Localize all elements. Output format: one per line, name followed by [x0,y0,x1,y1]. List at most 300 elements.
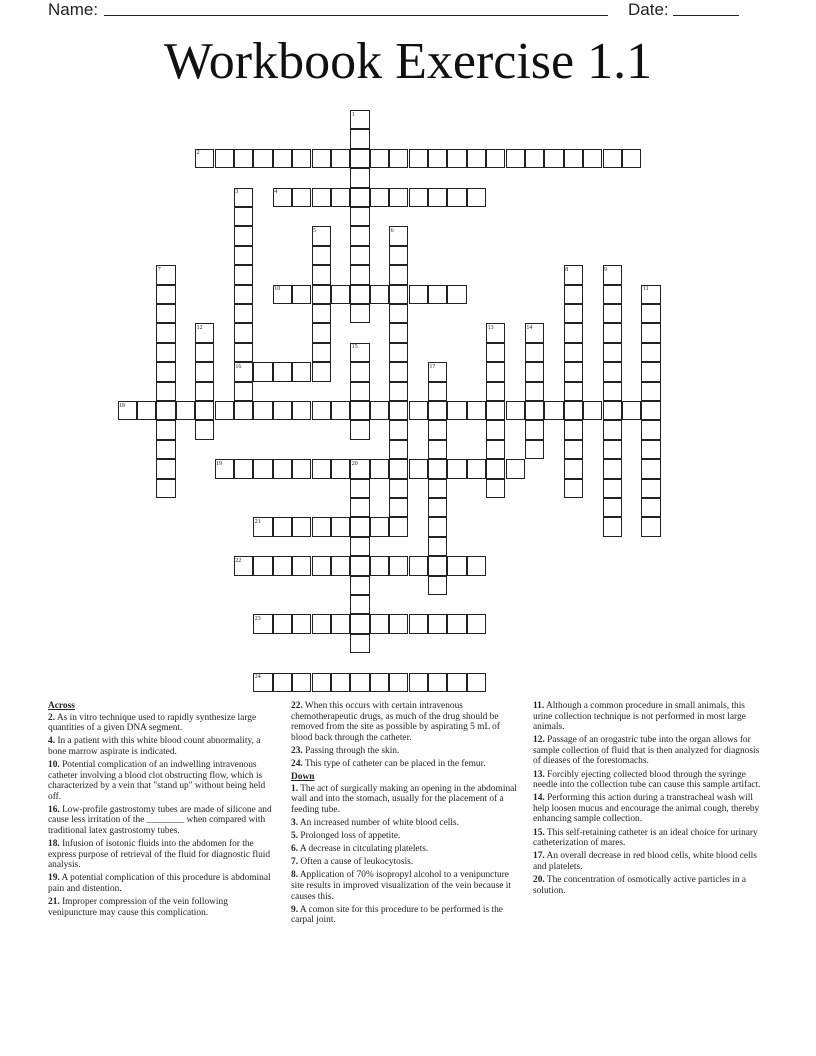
down-heading: Down [291,772,315,783]
crossword-cell[interactable] [389,556,408,575]
clue-number: 22 [235,557,242,564]
crossword-cell[interactable] [564,440,583,459]
clue-text: A potential complication of this procedure is abdominal pain and distention. [48,873,271,894]
crossword-cell[interactable] [486,459,505,478]
crossword-cell[interactable] [428,479,447,498]
crossword-cell[interactable] [370,673,389,692]
crossword-cell[interactable] [641,304,660,323]
crossword-cell[interactable] [564,343,583,362]
crossword-cell[interactable] [389,265,408,284]
crossword-cell[interactable] [253,459,272,478]
crossword-cell[interactable] [370,401,389,420]
down-clue [291,857,522,868]
crossword-cell[interactable] [195,382,214,401]
clue-number-label: 24. [291,758,303,769]
crossword-cell[interactable] [234,459,253,478]
crossword-cell[interactable] [389,517,408,536]
crossword-cell[interactable] [331,614,350,633]
crossword-cell[interactable] [486,382,505,401]
crossword-cell[interactable] [370,149,389,168]
crossword-cell[interactable] [409,673,428,692]
crossword-cell[interactable] [350,420,369,439]
crossword-cell[interactable] [447,285,466,304]
crossword-cell[interactable] [312,265,331,284]
down-clue [533,875,765,896]
crossword-cell[interactable] [447,556,466,575]
crossword-cell[interactable] [312,188,331,207]
crossword-cell[interactable] [273,673,292,692]
crossword-cell[interactable] [641,420,660,439]
crossword-cell[interactable] [156,323,175,342]
crossword-cell[interactable] [253,149,272,168]
crossword-cell[interactable] [409,401,428,420]
crossword-cell[interactable] [447,673,466,692]
crossword-cell[interactable] [234,207,253,226]
crossword-cell[interactable] [389,479,408,498]
crossword-cell[interactable] [331,188,350,207]
across-clue [48,873,276,894]
crossword-cell[interactable] [350,498,369,517]
crossword-cell[interactable] [389,673,408,692]
crossword-cell[interactable] [389,285,408,304]
crossword-cell[interactable] [564,401,583,420]
down-clue [291,831,522,842]
clue-number-label: 18. [48,839,60,850]
crossword-cell[interactable] [253,401,272,420]
across-clue [48,760,276,802]
crossword-cell[interactable] [312,343,331,362]
crossword-cell[interactable] [234,382,253,401]
clue-text: Although a common procedure in small animals, this urine collection technique is not performed in most large animals. [533,701,746,733]
clue-text: This type of catheter can be placed in the femur. [302,758,486,769]
crossword-cell[interactable] [603,323,622,342]
crossword-cell[interactable] [389,304,408,323]
crossword-cell[interactable] [156,401,175,420]
crossword-cell[interactable] [234,323,253,342]
crossword-cell[interactable] [409,614,428,633]
crossword-cell[interactable] [428,576,447,595]
across-clue [48,839,276,871]
crossword-cell[interactable] [467,673,486,692]
crossword-cell[interactable] [312,614,331,633]
crossword-cell[interactable] [428,420,447,439]
clue-number-label: 15. [533,827,545,838]
clue-text: A decrease in citculating platelets. [298,844,429,855]
crossword-cell[interactable] [447,188,466,207]
crossword-cell[interactable] [195,420,214,439]
clue-number-label: 19. [48,873,60,884]
crossword-cell[interactable] [525,362,544,381]
crossword-cell[interactable] [292,285,311,304]
crossword-cell[interactable] [156,440,175,459]
crossword-cell[interactable] [603,459,622,478]
crossword-cell[interactable] [603,498,622,517]
crossword-cell[interactable] [641,479,660,498]
crossword-cell[interactable] [564,362,583,381]
crossword-cell[interactable] [156,479,175,498]
crossword-cell[interactable] [195,343,214,362]
crossword-cell[interactable] [234,149,253,168]
crossword-cell[interactable] [312,517,331,536]
clue-number: 10 [274,286,281,293]
across-clue [48,805,276,837]
crossword-cell[interactable] [525,343,544,362]
clue-number-label: 10. [48,759,60,770]
crossword-cell[interactable] [331,517,350,536]
crossword-cell[interactable] [350,382,369,401]
crossword-cell[interactable] [350,285,369,304]
crossword-cell[interactable] [641,343,660,362]
crossword-cell[interactable] [312,362,331,381]
crossword-cell[interactable] [389,401,408,420]
crossword-cell[interactable] [525,382,544,401]
clue-number: 8 [565,266,569,273]
crossword-cell[interactable] [603,304,622,323]
clue-text: As in vitro technique used to rapidly synthesize large quantities of a given DNA segment. [48,712,257,734]
crossword-cell[interactable] [370,188,389,207]
across-clue [48,897,276,918]
crossword-cell[interactable] [641,323,660,342]
clue-number-label: 14. [533,793,545,804]
crossword-cell[interactable] [564,285,583,304]
crossword-cell[interactable] [428,382,447,401]
crossword-cell[interactable] [486,362,505,381]
down-clue [291,870,522,902]
crossword-cell[interactable] [137,401,156,420]
crossword-cell[interactable] [389,459,408,478]
crossword-cell[interactable] [409,149,428,168]
crossword-cell[interactable] [564,382,583,401]
crossword-cell[interactable] [292,362,311,381]
crossword-cell[interactable] [641,498,660,517]
crossword-cell[interactable] [389,246,408,265]
crossword-cell[interactable] [447,149,466,168]
crossword-cell[interactable] [350,168,369,187]
crossword-cell[interactable] [292,556,311,575]
crossword-cell[interactable] [312,304,331,323]
crossword-cell[interactable] [409,285,428,304]
crossword-cell[interactable] [370,285,389,304]
clue-text: Improper compression of the vein following venipuncture may cause this complication. [48,897,228,918]
crossword-cell[interactable] [331,459,350,478]
crossword-cell[interactable] [389,343,408,362]
clue-number-label: 6. [291,844,299,855]
crossword-cell[interactable] [350,614,369,633]
crossword-cell[interactable] [506,459,525,478]
crossword-cell[interactable] [215,401,234,420]
crossword-cell[interactable] [350,265,369,284]
crossword-cell[interactable] [234,343,253,362]
crossword-cell[interactable] [350,226,369,245]
crossword-cell[interactable] [622,149,641,168]
crossword-cell[interactable] [350,556,369,575]
crossword-cell[interactable] [564,304,583,323]
crossword-cell[interactable] [603,420,622,439]
crossword-cell[interactable] [350,595,369,614]
crossword-cell[interactable] [564,479,583,498]
crossword-cell[interactable] [409,459,428,478]
crossword-cell[interactable] [467,614,486,633]
crossword-cell[interactable] [544,401,563,420]
crossword-cell[interactable] [544,149,563,168]
clue-number: 12 [196,324,203,331]
crossword-cell[interactable] [447,614,466,633]
crossword-cell[interactable] [273,149,292,168]
crossword-cell[interactable] [253,556,272,575]
crossword-cell[interactable] [486,479,505,498]
crossword-cell[interactable] [350,537,369,556]
down-clue [533,735,765,767]
crossword-cell[interactable] [641,362,660,381]
crossword-cell[interactable] [622,401,641,420]
crossword-cell[interactable] [486,149,505,168]
crossword-cell[interactable] [350,673,369,692]
crossword-cell[interactable] [641,459,660,478]
clue-number-label: 5. [291,831,299,842]
crossword-cell[interactable] [603,382,622,401]
clue-number-label: 21. [48,897,60,908]
crossword-cell[interactable] [156,382,175,401]
crossword-cell[interactable] [389,149,408,168]
across-clue [48,713,276,734]
crossword-cell[interactable] [312,673,331,692]
crossword-cell[interactable] [389,614,408,633]
clue-number: 2 [196,150,200,157]
clue-number: 19 [216,460,222,467]
crossword-cell[interactable] [603,362,622,381]
crossword-cell[interactable] [215,149,234,168]
clue-number-label: 7. [291,857,299,868]
clue-number-label: 4. [48,736,56,747]
crossword-cell[interactable] [234,226,253,245]
crossword-cell[interactable] [156,420,175,439]
crossword-cell[interactable] [428,517,447,536]
crossword-cell[interactable] [350,207,369,226]
down-clue [533,828,765,849]
crossword-cell[interactable] [292,188,311,207]
clue-text: Potential complication of an indwelling intravenous catheter involving a blood clot obstructing flow, which is characterized by a vein that "stand up" without being held off. [48,759,266,802]
crossword-cell[interactable] [467,556,486,575]
crossword-cell[interactable] [428,556,447,575]
crossword-cell[interactable] [603,149,622,168]
crossword-cell[interactable] [312,323,331,342]
across-clue [291,746,522,757]
crossword-cell[interactable] [564,149,583,168]
crossword-cell[interactable] [603,440,622,459]
page-title: Workbook Exercise 1.1 [163,33,653,90]
clue-text: Often a cause of leukocytosis. [298,857,414,868]
crossword-cell[interactable] [525,440,544,459]
crossword-cell[interactable] [370,614,389,633]
crossword-cell[interactable] [156,343,175,362]
crossword-cell[interactable] [176,401,195,420]
clue-number: 17 [429,363,436,370]
clue-number-label: 13. [533,769,545,780]
crossword-cell[interactable] [292,401,311,420]
clue-text: This self-retaining catheter is an ideal choice for urinary catheterization of mares. [533,827,758,849]
crossword-cell[interactable] [292,517,311,536]
crossword-cell[interactable] [331,149,350,168]
crossword-cell[interactable] [486,420,505,439]
down-clue [291,905,522,926]
crossword-cell[interactable] [564,420,583,439]
clue-number: 3 [235,189,239,196]
crossword-cell[interactable] [312,285,331,304]
clues-column-1 [48,701,276,921]
crossword-cell[interactable] [195,362,214,381]
crossword-cell[interactable] [428,673,447,692]
crossword-cell[interactable] [428,440,447,459]
crossword-cell[interactable] [350,479,369,498]
crossword-cell[interactable] [234,265,253,284]
crossword-cell[interactable] [370,459,389,478]
crossword-cell[interactable] [525,420,544,439]
crossword-cell[interactable] [486,343,505,362]
crossword-cell[interactable] [467,149,486,168]
crossword-cell[interactable] [428,188,447,207]
crossword-cell[interactable] [350,129,369,148]
crossword-cell[interactable] [641,517,660,536]
crossword-cell[interactable] [312,556,331,575]
clue-number: 7 [157,266,161,273]
crossword-cell[interactable] [603,401,622,420]
crossword-cell[interactable] [447,459,466,478]
crossword-cell[interactable] [603,343,622,362]
crossword-cell[interactable] [350,576,369,595]
crossword-cell[interactable] [331,401,350,420]
crossword-cell[interactable] [506,149,525,168]
crossword-cell[interactable] [525,149,544,168]
clue-number: 6 [390,227,394,234]
crossword-cell[interactable] [389,440,408,459]
clue-number-label: 8. [291,870,299,881]
across-heading: Across [48,701,75,711]
crossword-cell[interactable] [350,149,369,168]
clues-column-2 [291,701,522,928]
crossword-cell[interactable] [389,498,408,517]
clue-number: 5 [313,227,316,234]
crossword-cell[interactable] [506,401,525,420]
crossword-cell[interactable] [312,401,331,420]
crossword-cell[interactable] [292,459,311,478]
crossword-cell[interactable] [273,401,292,420]
crossword-cell[interactable] [195,401,214,420]
crossword-cell[interactable] [331,673,350,692]
crossword-cell[interactable] [409,556,428,575]
crossword-cell[interactable] [447,401,466,420]
clue-number-label: 1. [291,783,299,794]
crossword-cell[interactable] [603,517,622,536]
crossword-cell[interactable] [253,362,272,381]
crossword-cell[interactable] [312,246,331,265]
crossword-cell[interactable] [428,537,447,556]
clue-number-label: 20. [533,874,545,885]
crossword-cell[interactable] [370,517,389,536]
crossword-cell[interactable] [428,149,447,168]
crossword-cell[interactable] [312,459,331,478]
crossword-cell[interactable] [641,401,660,420]
name-label: Name: [48,0,99,19]
crossword-cell[interactable] [350,401,369,420]
clue-number-label: 16. [48,804,60,815]
crossword-cell[interactable] [234,285,253,304]
clue-number: 24 [254,674,261,681]
crossword-cell[interactable] [350,246,369,265]
crossword-cell[interactable] [564,459,583,478]
crossword-cell[interactable] [603,479,622,498]
crossword-cell[interactable] [467,401,486,420]
crossword-cell[interactable] [467,459,486,478]
crossword-cell[interactable] [389,382,408,401]
crossword-cell[interactable] [486,440,505,459]
crossword-cell[interactable] [292,673,311,692]
clue-text: A comon site for this procedure to be performed is the carpal joint. [291,904,503,926]
crossword-cell[interactable] [292,614,311,633]
crossword-cell[interactable] [273,517,292,536]
clue-text: Passing through the skin. [302,745,400,756]
clue-text: When this occurs with certain intravenous chemotherapeutic drugs, as much of the drug should be removed from the site as possible by aspirating 5 mL of blood back through the catheter. [291,701,500,743]
crossword-cell[interactable] [428,498,447,517]
crossword-cell[interactable] [350,362,369,381]
crossword-cell[interactable] [156,362,175,381]
crossword-cell[interactable] [389,362,408,381]
crossword-cell[interactable] [525,401,544,420]
crossword-cell[interactable] [350,304,369,323]
crossword-cell[interactable] [292,149,311,168]
clue-text: The concentration of osmotically active particles in a solution. [533,874,747,896]
crossword-cell[interactable] [389,323,408,342]
crossword-cell[interactable] [350,188,369,207]
crossword-cell[interactable] [583,149,602,168]
crossword-cell[interactable] [641,440,660,459]
crossword-cell[interactable] [583,401,602,420]
clues-column-3 [533,701,765,899]
crossword-cell[interactable] [234,304,253,323]
crossword-cell[interactable] [273,556,292,575]
crossword-cell[interactable] [273,614,292,633]
crossword-cell[interactable] [641,382,660,401]
crossword-cell[interactable] [331,556,350,575]
crossword-cell[interactable] [389,420,408,439]
crossword-cell[interactable] [331,285,350,304]
crossword-cell[interactable] [428,285,447,304]
crossword-cell[interactable] [234,246,253,265]
crossword-cell[interactable] [234,401,253,420]
crossword-cell[interactable] [156,459,175,478]
crossword-cell[interactable] [428,459,447,478]
crossword-cell[interactable] [273,459,292,478]
down-clue [291,844,522,855]
crossword-cell[interactable] [273,362,292,381]
crossword-cell[interactable] [350,634,369,653]
crossword-cell[interactable] [564,323,583,342]
crossword-cell[interactable] [486,401,505,420]
crossword-cell[interactable] [156,304,175,323]
crossword-cell[interactable] [156,285,175,304]
crossword-cell[interactable] [370,556,389,575]
crossword-cell[interactable] [312,149,331,168]
crossword-cell[interactable] [428,614,447,633]
clue-text: Passage of an orogastric tube into the organ allows for sample collection of fluid that is then analyzed for diagnosis of dieases of the forestomachs. [533,735,760,767]
crossword-cell[interactable] [467,188,486,207]
crossword-cell[interactable] [350,517,369,536]
crossword-cell[interactable] [409,188,428,207]
clue-number: 21 [254,518,261,525]
clue-text: The act of surgically making an opening in the abdominal wall and into the stomach, usually for the placement of a feeding tube. [291,783,517,815]
crossword-cell[interactable] [603,285,622,304]
crossword-cell[interactable] [428,401,447,420]
crossword-cell[interactable] [389,188,408,207]
